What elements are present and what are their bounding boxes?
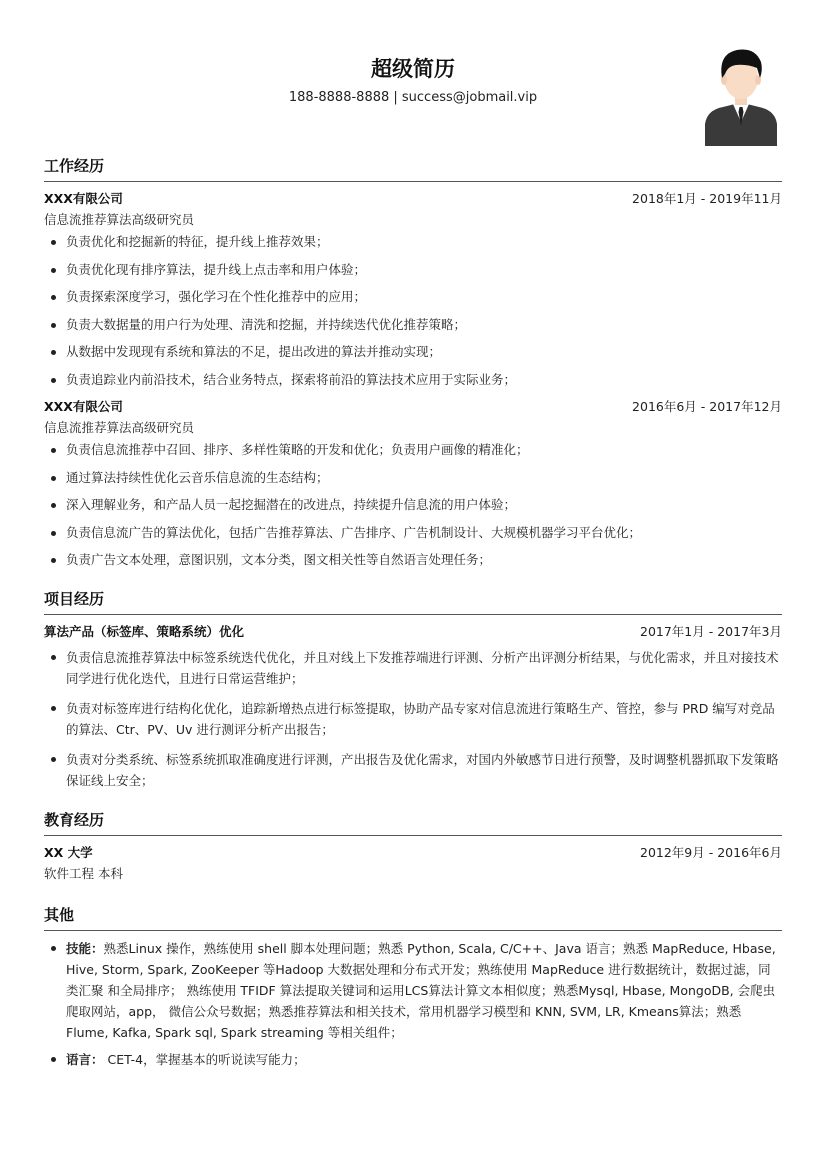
resume-name: 超级简历 — [371, 57, 455, 81]
work-role: 信息流推荐算法高级研究员 — [44, 420, 195, 435]
bullet-item: 通过算法持续性优化云音乐信息流的生态结构； — [44, 468, 782, 488]
work-section-title: 工作经历 — [44, 155, 782, 182]
bullet-item: 深入理解业务，和产品人员一起挖掘潜在的改进点，持续提升信息流的用户体验； — [44, 495, 782, 515]
bullet-item: 负责大数据量的用户行为处理、清洗和挖掘，并持续迭代优化推荐策略； — [44, 315, 782, 335]
project-name: 算法产品（标签库、策略系统）优化 — [44, 624, 245, 639]
language-label: 语言： — [66, 1052, 104, 1067]
work-entry — [44, 189, 782, 390]
education-entry — [44, 843, 782, 886]
language-text: CET-4，掌握基本的听说读写能力； — [103, 1052, 306, 1067]
work-bullets — [44, 232, 782, 390]
school-name: XX 大学 — [44, 845, 93, 860]
project-date: 2017年1月 - 2017年3月 — [640, 624, 782, 639]
bullet-item: 负责信息流推荐算法中标签系统迭代优化，并且对线上下发推荐端进行评测、分析产出评测分析结果，与优化需求，并且对接技术同学进行优化迭代，且进行日常运营维护； — [44, 647, 782, 689]
bullet-item: 负责追踪业内前沿技术，结合业务特点，探索将前沿的算法技术应用于实际业务； — [44, 370, 782, 390]
bullet-item: 负责探索深度学习，强化学习在个性化推荐中的应用； — [44, 287, 782, 307]
language-item — [44, 1049, 782, 1070]
bullet-item: 负责对分类系统、标签系统抓取准确度进行评测，产出报告及优化需求，对国内外敏感节日进行预警，及时调整机器抓取下发策略保证线上安全； — [44, 749, 782, 791]
projects-section-title: 项目经历 — [44, 588, 782, 615]
bullet-item: 从数据中发现现有系统和算法的不足，提出改进的算法并推动实现； — [44, 342, 782, 362]
bullet-item: 负责信息流推荐中召回、排序、多样性策略的开发和优化；负责用户画像的精准化； — [44, 440, 782, 460]
work-company: XXX有限公司 — [44, 191, 123, 206]
other-section-title: 其他 — [44, 904, 782, 931]
bullet-item: 负责优化和挖掘新的特征，提升线上推荐效果； — [44, 232, 782, 252]
other-bullets — [44, 938, 782, 1070]
bullet-item: 负责广告文本处理，意图识别，文本分类，图文相关性等自然语言处理任务； — [44, 550, 782, 570]
resume-content — [44, 155, 782, 1076]
bullet-item: 负责优化现有排序算法，提升线上点击率和用户体验； — [44, 260, 782, 280]
skills-label: 技能： — [66, 941, 104, 956]
work-company: XXX有限公司 — [44, 399, 123, 414]
education-date: 2012年9月 - 2016年6月 — [640, 845, 782, 860]
contact-info: 188-8888-8888 | success@jobmail.vip — [288, 90, 538, 105]
education-major: 软件工程 本科 — [44, 866, 123, 881]
work-date: 2018年1月 - 2019年11月 — [632, 191, 782, 206]
work-bullets — [44, 440, 782, 570]
education-section-title: 教育经历 — [44, 809, 782, 836]
project-entry — [44, 622, 782, 791]
work-entry — [44, 397, 782, 570]
skills-text: 熟悉Linux 操作，熟练使用 shell 脚本处理问题；熟悉 Python, Scala, C/C++、Java 语言；熟悉 MapReduce, Hbase, Hive, Storm, Spark, ZooKeeper 等Hadoop 大数据处理和分布式开发；熟练使用 MapReduce 进行数据统计，数据过滤，同类汇聚 和全局排序； 熟练使用 TFIDF 算法提取关键词和运用LCS算法计算文本相似度；熟悉Mysql, Hbase, MongoDB, 会爬虫爬取网站，app， 微信公众号数据；熟悉推荐算法和相关技术，常用机器学习模型和 KNN, SVM, LR, Kmeans算法；熟悉 Flume, Kafka, Spark sql, Spark streaming 等相关组件； — [66, 941, 776, 1040]
project-bullets — [44, 647, 782, 791]
avatar — [705, 46, 777, 146]
work-date: 2016年6月 - 2017年12月 — [632, 399, 782, 414]
bullet-item: 负责信息流广告的算法优化，包括广告推荐算法、广告排序、广告机制设计、大规模机器学习平台优化； — [44, 523, 782, 543]
bullet-item: 负责对标签库进行结构化优化，追踪新增热点进行标签提取，协助产品专家对信息流进行策略生产、管控，参与 PRD 编写对竞品的算法、Ctr、PV、Uv 进行测评分析产出报告； — [44, 698, 782, 740]
work-role: 信息流推荐算法高级研究员 — [44, 212, 195, 227]
skills-item — [44, 938, 782, 1043]
